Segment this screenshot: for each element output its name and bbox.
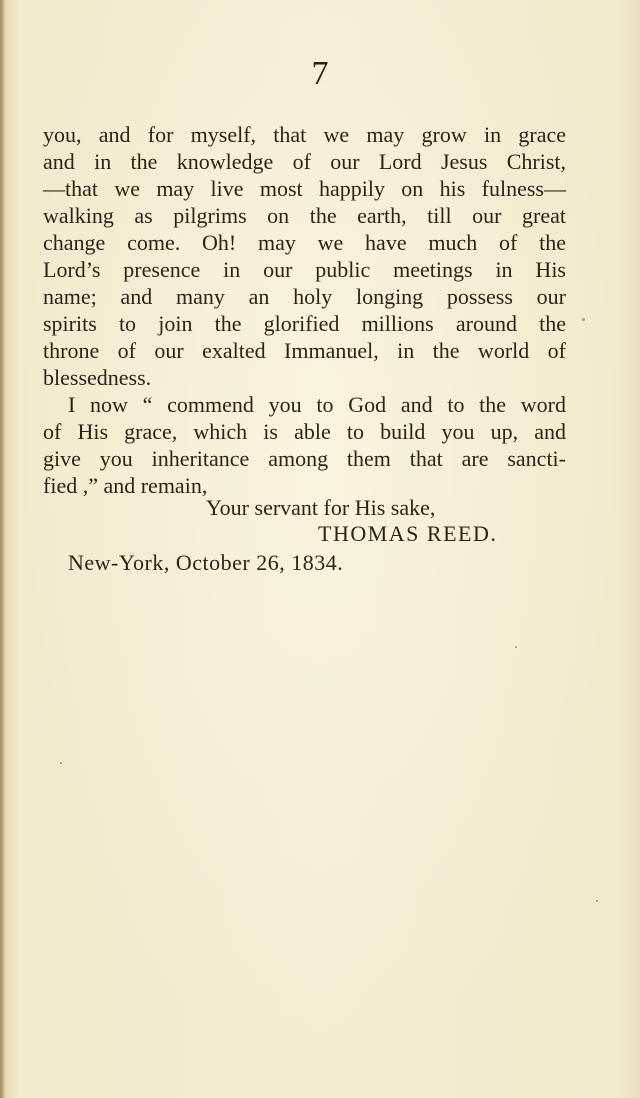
ink-speck bbox=[350, 348, 352, 352]
text-line: of His grace, which is able to build you up, and bbox=[43, 419, 566, 444]
ink-speck bbox=[515, 646, 517, 648]
binding-edge-shadow bbox=[0, 0, 5, 1098]
closing-line: Your servant for His sake, bbox=[206, 495, 436, 520]
text-line: Lord’s presence in our public meetings in His bbox=[43, 257, 566, 282]
text-line: and in the knowledge of our Lord Jesus Christ, bbox=[43, 149, 566, 174]
page-number: 7 bbox=[311, 55, 329, 92]
text-line: I now “ commend you to God and to the word bbox=[68, 392, 566, 417]
dateline: New-York, October 26, 1834. bbox=[68, 550, 344, 575]
text-line: give you inheritance among them that are sancti- bbox=[43, 446, 566, 471]
text-line: you, and for myself, that we may grow in grace bbox=[43, 122, 566, 147]
ink-speck bbox=[582, 318, 585, 321]
text-line: change come. Oh! may we have much of the bbox=[43, 230, 566, 255]
text-line: walking as pilgrims on the earth, till our great bbox=[43, 203, 566, 228]
text-line: spirits to join the glorified millions around the bbox=[43, 311, 566, 336]
text-line: name; and many an holy longing possess our bbox=[43, 284, 566, 309]
text-line: blessedness. bbox=[43, 365, 152, 390]
text-line: fied ,” and remain, bbox=[43, 473, 208, 498]
ink-speck bbox=[596, 900, 598, 902]
text-line: —that we may live most happily on his fulness— bbox=[43, 176, 566, 201]
signature: THOMAS REED. bbox=[318, 521, 498, 546]
ink-speck bbox=[60, 762, 62, 764]
text-line: throne of our exalted Immanuel, in the world of bbox=[43, 338, 566, 363]
